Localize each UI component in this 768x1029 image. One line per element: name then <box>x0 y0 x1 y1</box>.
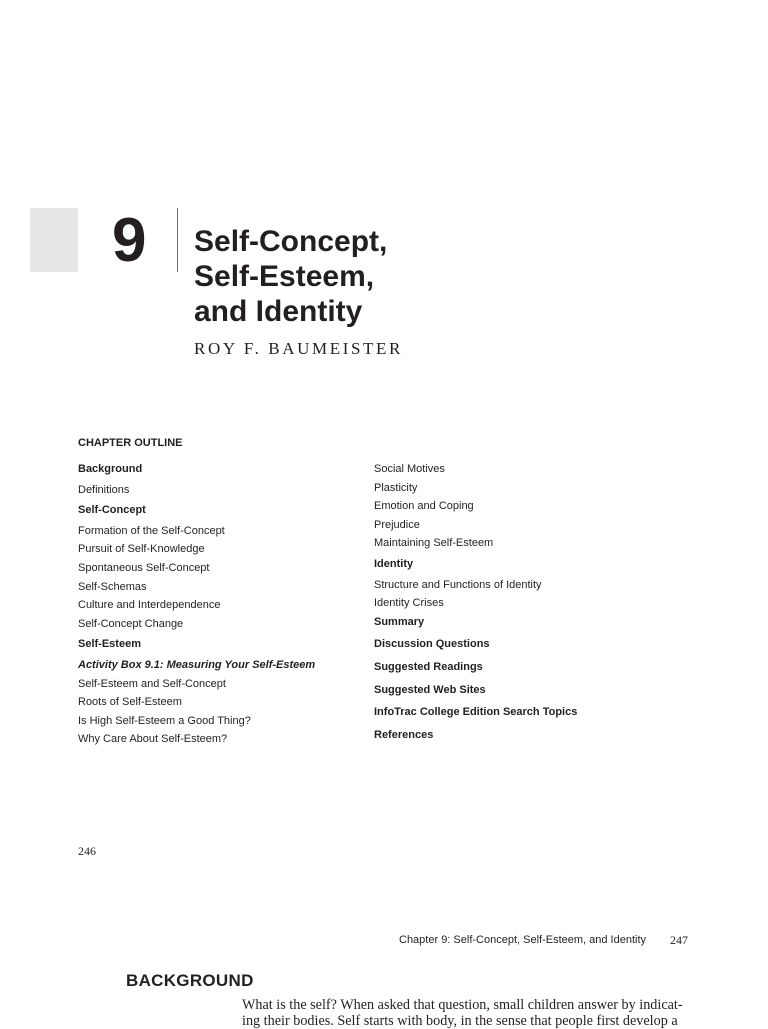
outline-item: Spontaneous Self-Concept <box>78 561 210 574</box>
chapter-author: ROY F. BAUMEISTER <box>194 339 403 358</box>
outline-item: Background <box>78 463 143 475</box>
outline-item: Plasticity <box>374 481 418 494</box>
page-number-left: 246 <box>78 844 96 858</box>
outline-item: Pursuit of Self-Knowledge <box>78 543 205 556</box>
outline-item: Suggested Readings <box>374 660 483 673</box>
chapter-number: 9 <box>112 206 146 275</box>
running-head: Chapter 9: Self-Concept, Self-Esteem, and Identity <box>399 934 647 946</box>
outline-heading: CHAPTER OUTLINE <box>78 437 183 449</box>
chapter-marker-box <box>30 208 78 272</box>
section-heading: BACKGROUND <box>126 971 254 990</box>
chapter-title-line: Self-Concept, <box>194 225 388 258</box>
body-line: What is the self? When asked that question, small children answer by indicat- <box>242 997 683 1013</box>
body-paragraph <box>242 997 690 1029</box>
outline-item: Identity Crises <box>374 597 444 610</box>
outline-item: Structure and Functions of Identity <box>374 578 542 591</box>
outline-item: References <box>374 728 434 741</box>
outline-right-column <box>374 460 654 748</box>
chapter-title-line: and Identity <box>194 295 363 328</box>
outline-item: Discussion Questions <box>374 638 490 651</box>
outline-item: Activity Box 9.1: Measuring Your Self-Esteem <box>78 658 316 671</box>
outline-item: Self-Concept <box>78 504 146 517</box>
outline-left-column <box>78 460 358 749</box>
outline-item: Social Motives <box>374 463 445 475</box>
outline-item: Why Care About Self-Esteem? <box>78 733 228 746</box>
chapter-title-line: Self-Esteem, <box>194 260 375 293</box>
outline-item: Culture and Interdependence <box>78 599 221 612</box>
outline-item: Self-Esteem <box>78 638 141 651</box>
outline-item: Self-Concept Change <box>78 617 184 630</box>
outline-item: Formation of the Self-Concept <box>78 524 225 537</box>
outline-item: Self-Esteem and Self-Concept <box>78 677 226 690</box>
outline-item: Emotion and Coping <box>374 500 474 513</box>
outline-item: Self-Schemas <box>78 580 147 593</box>
outline-item: Prejudice <box>374 518 420 531</box>
outline-item: Identity <box>374 557 414 570</box>
page-number-right: 247 <box>670 933 688 947</box>
outline-item: Summary <box>374 615 425 628</box>
outline-item: Maintaining Self-Esteem <box>374 537 494 550</box>
body-line: ing their bodies. Self starts with body, in the sense that people first develop a <box>242 1013 678 1029</box>
outline-item: Definitions <box>78 483 130 496</box>
chapter-title <box>194 224 387 329</box>
outline-item: InfoTrac College Edition Search Topics <box>374 706 578 719</box>
title-divider <box>177 208 178 272</box>
outline-item: Suggested Web Sites <box>374 683 486 696</box>
outline-item: Is High Self-Esteem a Good Thing? <box>78 714 251 727</box>
outline-item: Roots of Self-Esteem <box>78 696 182 709</box>
